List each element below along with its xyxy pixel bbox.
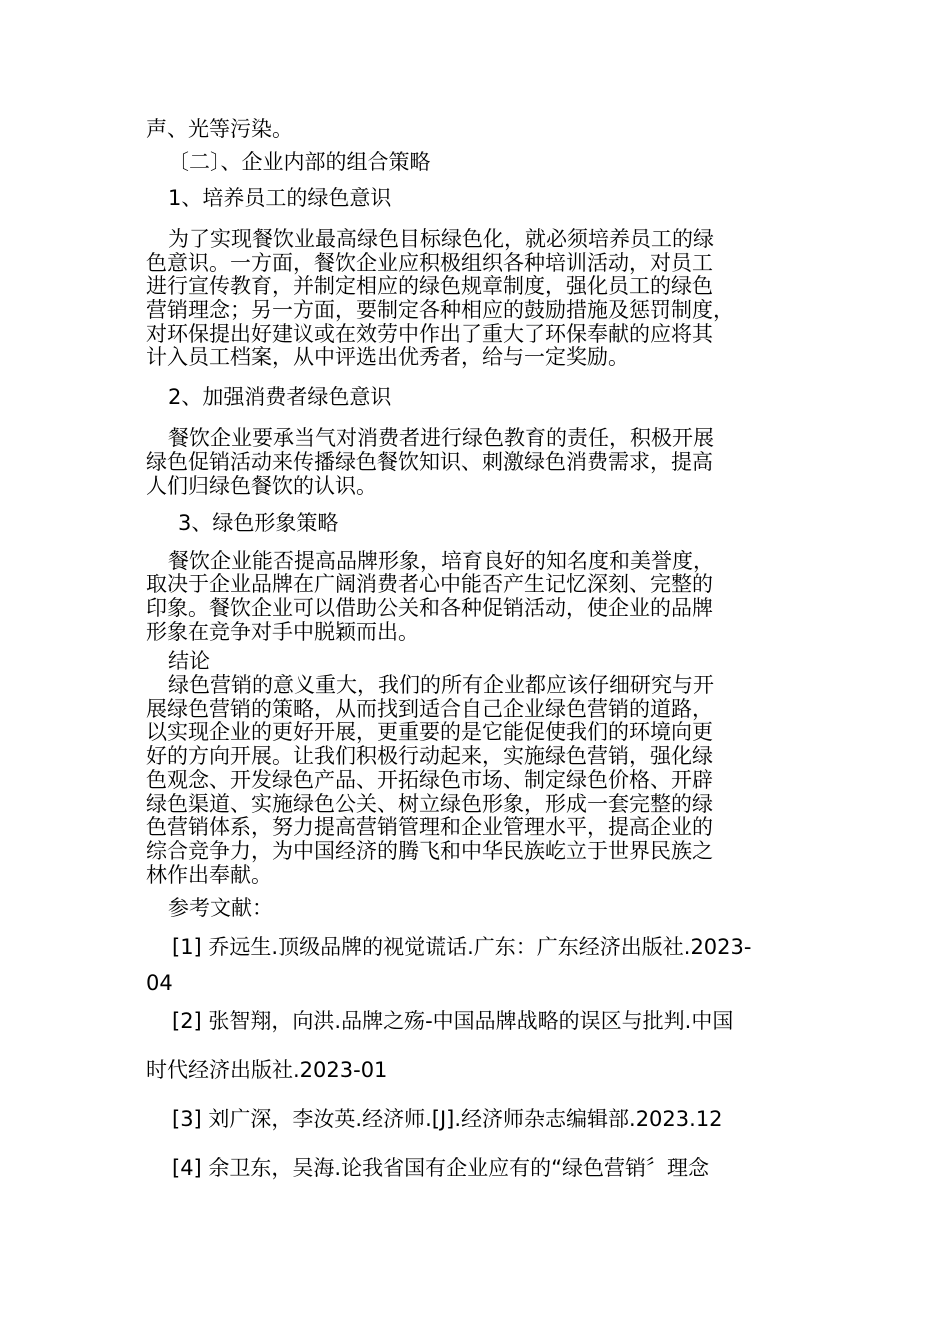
references-heading: 参考文献：: [168, 896, 273, 920]
reference-item: [4] 余卫东，吴海.论我省国有企业应有的“绿色营销〞理念: [172, 1156, 709, 1180]
reference-item: [2] 张智翔，向洪.品牌之殇-中国品牌战略的误区与批判.中国: [172, 1009, 734, 1033]
paragraph-line: 为了实现餐饮业最高绿色目标绿色化，就必须培养员工的绿: [168, 227, 714, 251]
reference-item: [3] 刘广深，李汝英.经济师.[J].经济师杂志编辑部.2023.12: [172, 1107, 723, 1131]
paragraph-line: 进行宣传教育，并制定相应的绿色规章制度，强化员工的绿色: [146, 274, 713, 298]
paragraph-line: 对环保提出好建议或在效劳中作出了重大了环保奉献的应将其: [146, 322, 713, 346]
paragraph-line: 绿色营销的意义重大，我们的所有企业都应该仔细研究与开: [168, 673, 714, 697]
paragraph-line: 声、光等污染。: [146, 117, 293, 141]
subsection-heading: 1、培养员工的绿色意识: [168, 186, 392, 210]
reference-item-continued: 04: [146, 971, 173, 995]
paragraph-line: 色意识。一方面，餐饮企业应积极组织各种培训活动，对员工: [146, 251, 713, 275]
subsection-heading: 2、加强消费者绿色意识: [168, 385, 392, 409]
paragraph-line: 综合竞争力，为中国经济的腾飞和中华民族屹立于世界民族之: [146, 839, 713, 863]
paragraph-line: 展绿色营销的策略，从而找到适合自己企业绿色营销的道路，: [146, 697, 713, 721]
paragraph-line: 餐饮企业要承当气对消费者进行绿色教育的责任，积极开展: [168, 426, 714, 450]
paragraph-line: 计入员工档案，从中评选出优秀者，给与一定奖励。: [146, 345, 629, 369]
paragraph-line: 形象在竞争对手中脱颖而出。: [146, 620, 419, 644]
paragraph-line: 印象。餐饮企业可以借助公关和各种促销活动，使企业的品牌: [146, 596, 713, 620]
paragraph-line: 取决于企业品牌在广阔消费者心中能否产生记忆深刻、完整的: [146, 572, 713, 596]
paragraph-line: 林作出奉献。: [146, 863, 272, 887]
reference-item: [1] 乔远生.顶级品牌的视觉谎话.广东：广东经济出版社.2023-: [172, 935, 752, 959]
paragraph-line: 餐饮企业能否提高品牌形象，培育良好的知名度和美誉度，: [168, 549, 714, 573]
paragraph-line: 绿色渠道、实施绿色公关、树立绿色形象，形成一套完整的绿: [146, 792, 713, 816]
reference-item-continued: 时代经济出版社.2023-01: [146, 1058, 388, 1082]
paragraph-line: 色营销体系，努力提高营销管理和企业管理水平，提高企业的: [146, 815, 713, 839]
paragraph-line: 人们归绿色餐饮的认识。: [146, 474, 377, 498]
paragraph-line: 好的方向开展。让我们积极行动起来，实施绿色营销，强化绿: [146, 744, 713, 768]
paragraph-line: 绿色促销活动来传播绿色餐饮知识、刺激绿色消费需求，提高: [146, 450, 713, 474]
section-heading: 〔二〕、企业内部的组合策略: [168, 150, 431, 174]
paragraph-line: 营销理念；另一方面，要制定各种相应的鼓励措施及惩罚制度，: [146, 298, 734, 322]
conclusion-heading: 结论: [168, 649, 210, 673]
paragraph-line: 色观念、开发绿色产品、开拓绿色市场、制定绿色价格、开辟: [146, 768, 713, 792]
subsection-heading: 3、绿色形象策略: [178, 511, 339, 535]
paragraph-line: 以实现企业的更好开展，更重要的是它能促使我们的环境向更: [146, 720, 713, 744]
